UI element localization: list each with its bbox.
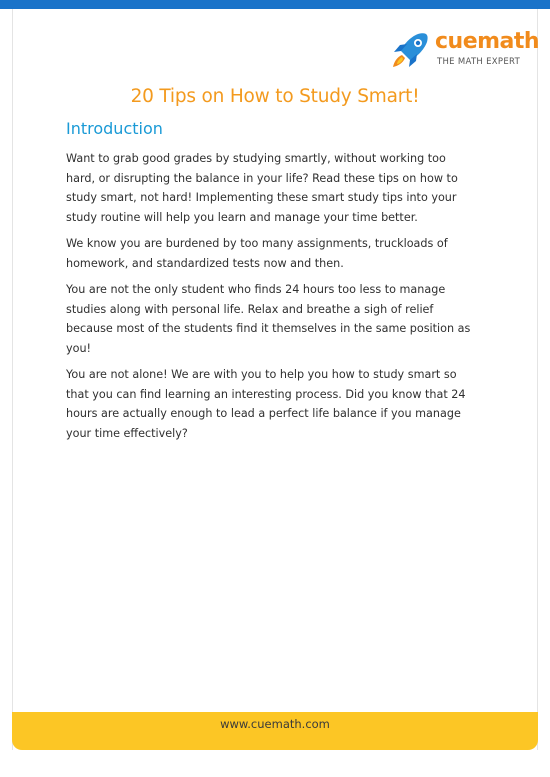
document-title: 20 Tips on How to Study Smart!	[130, 86, 420, 107]
footer-website-link[interactable]: www.cuemath.com	[220, 717, 330, 731]
brand-tagline: THE MATH EXPERT	[437, 57, 521, 67]
rocket-icon	[388, 28, 432, 72]
introduction-body	[66, 149, 478, 450]
brand-name: cuemath	[435, 29, 540, 54]
page-footer	[12, 712, 538, 750]
paragraph-1: Want to grab good grades by studying smartly, without working too hard, or disrupting the balance in your life? Read these tips on how to study smart, not hard! Implementing these smart study tips into your study routine will help you learn and manage your time better.	[66, 152, 458, 224]
top-accent-bar	[0, 0, 550, 9]
paragraph-3: You are not the only student who finds 24 hours too less to manage studies along with personal life. Relax and breathe a sigh of relief because most of the students find it themselves in the same position as you!	[66, 283, 471, 355]
cuemath-logo	[388, 28, 540, 72]
section-heading-introduction: Introduction	[66, 119, 163, 138]
paragraph-2: We know you are burdened by too many assignments, truckloads of homework, and standardized tests now and then.	[66, 237, 448, 270]
paragraph-4: You are not alone! We are with you to help you how to study smart so that you can find learning an interesting process. Did you know that 24 hours are actually enough to lead a perfect life balance if you manage your time effectively?	[66, 368, 466, 440]
